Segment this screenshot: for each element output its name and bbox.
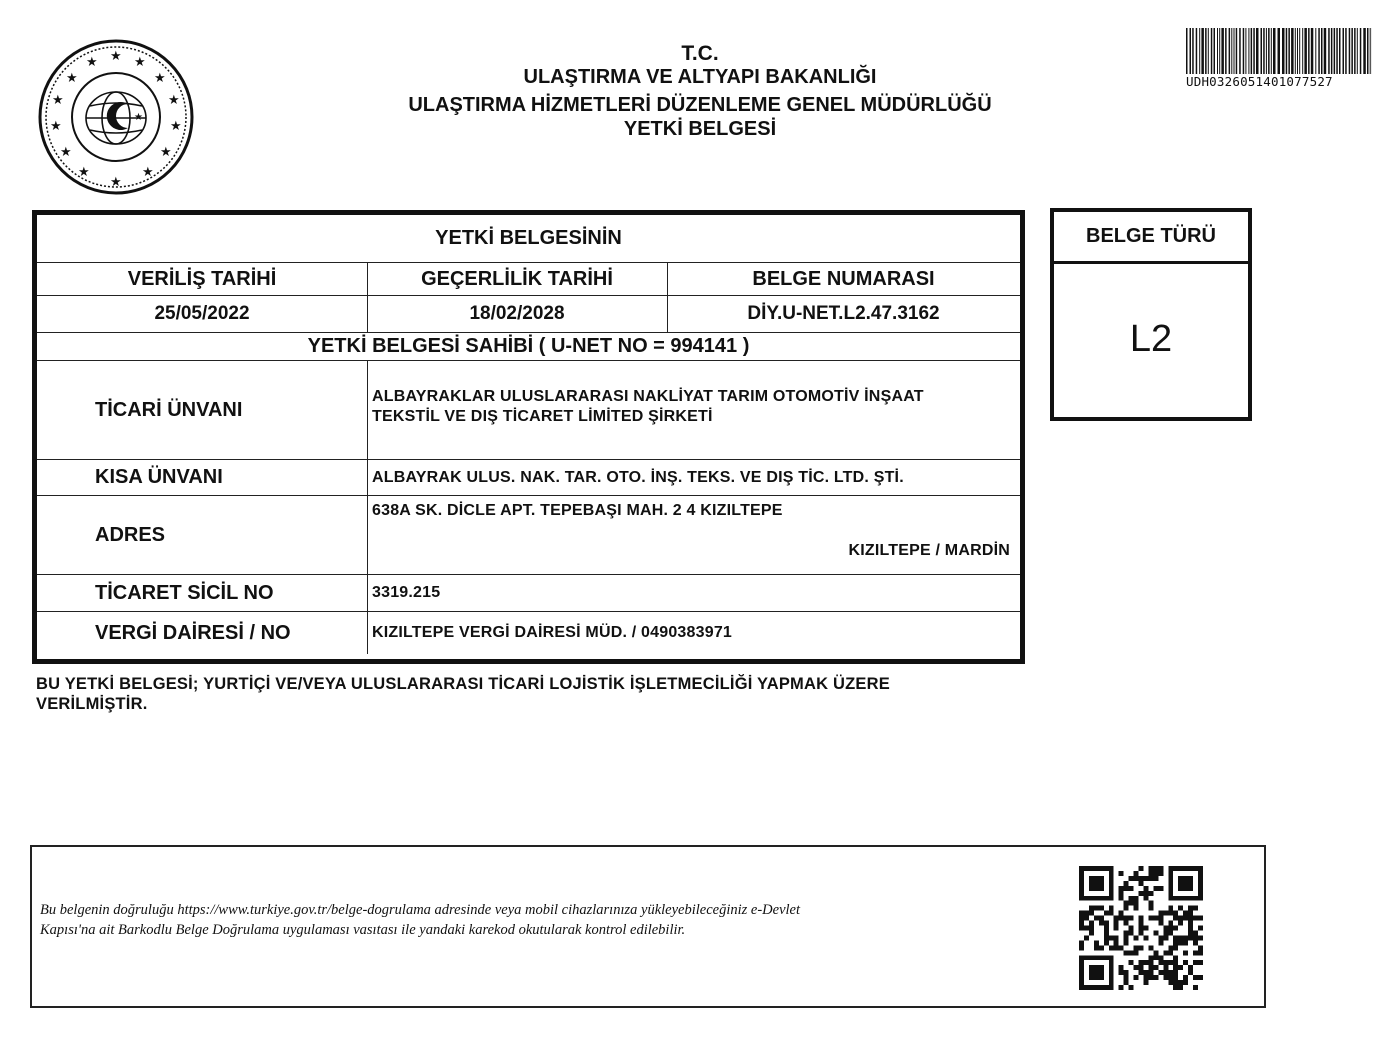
address-row [37, 496, 1020, 575]
tax-office-label: VERGİ DAİRESİ / NO [95, 621, 291, 644]
ministry-seal-icon [30, 38, 202, 196]
svg-text:★: ★ [142, 165, 154, 180]
svg-text:★: ★ [170, 119, 182, 134]
svg-text:★: ★ [78, 165, 90, 180]
address-line-2: KIZILTEPE / MARDİN [848, 542, 1010, 559]
trade-name-label: TİCARİ ÜNVANI [95, 398, 243, 421]
trade-name-row [37, 361, 1020, 460]
svg-text:★: ★ [52, 93, 64, 108]
trade-name-line-1: ALBAYRAKLAR ULUSLARARASI NAKLİYAT TARIM OTOMOTİV İNŞAAT [372, 388, 924, 405]
document-title: YETKİ BELGESİ [623, 118, 777, 140]
header-directorate: ULAŞTIRMA HİZMETLERİ DÜZENLEME GENEL MÜDÜRLÜĞÜ [408, 94, 992, 116]
svg-text:★: ★ [50, 119, 62, 134]
svg-text:★: ★ [168, 93, 180, 108]
statement-line-2: VERİLMİŞTİR. [36, 695, 148, 713]
divider [667, 263, 668, 333]
column-header-validity-date: GEÇERLİLİK TARİHİ [421, 267, 613, 290]
document-type-box [1050, 208, 1252, 421]
header-ministry: ULAŞTIRMA VE ALTYAPI BAKANLIĞI [523, 66, 877, 88]
svg-text:★: ★ [160, 145, 172, 160]
issue-date-value: 25/05/2022 [154, 303, 250, 324]
certificate-table [32, 210, 1025, 664]
svg-text:★: ★ [66, 71, 78, 86]
trade-name-value [367, 361, 1020, 459]
address-line-1: 638A SK. DİCLE APT. TEPEBAŞI MAH. 2 4 KIZILTEPE [372, 502, 783, 519]
divider [367, 263, 368, 333]
svg-text:★: ★ [154, 71, 166, 86]
trade-registry-row [37, 575, 1020, 612]
tax-office-value: KIZILTEPE VERGİ DAİRESİ MÜD. / 0490383971 [372, 624, 733, 641]
divider [367, 361, 368, 654]
statement-line-1: BU YETKİ BELGESİ; YURTİÇİ VE/VEYA ULUSLARARASI TİCARİ LOJİSTİK İŞLETMECİLİĞİ YAPMAK ÜZERE [36, 675, 890, 693]
trade-registry-label: TİCARET SİCİL NO [95, 581, 274, 604]
short-name-row [37, 460, 1020, 496]
barcode-number: UDH0326051401077527 [1186, 74, 1333, 89]
document-type-value: L2 [1129, 317, 1173, 360]
owner-title-row [37, 333, 1020, 361]
short-name-label: KISA ÜNVANI [95, 466, 223, 488]
column-header-document-number: BELGE NUMARASI [752, 267, 935, 290]
column-value-row [37, 296, 1020, 333]
tax-office-row [37, 612, 1020, 654]
validity-date-value: 18/02/2028 [469, 303, 565, 324]
address-label: ADRES [95, 523, 166, 546]
document-number-value: DİY.U-NET.L2.47.3162 [747, 303, 940, 324]
header-tc: T.C. [681, 42, 719, 65]
verification-text [40, 900, 1040, 940]
svg-text:★: ★ [110, 49, 122, 64]
svg-text:★: ★ [134, 55, 146, 70]
trade-name-line-2: TEKSTİL VE DIŞ TİCARET LİMİTED ŞİRKETİ [372, 408, 713, 425]
svg-text:★: ★ [134, 112, 143, 123]
verification-line-1: Bu belgenin doğruluğu https://www.turkiye.gov.tr/belge-dogrulama adresinde veya mobil cihazlarınıza yükleyebileceğiniz e-Devlet [40, 902, 801, 918]
verification-line-2: Kapısı'na ait Barkodlu Belge Doğrulama uygulaması vasıtası ile yandaki karekod okutularak kontrol edilebilir. [40, 922, 686, 938]
trade-registry-value: 3319.215 [372, 584, 441, 601]
svg-text:★: ★ [60, 145, 72, 160]
document-type-label: BELGE TÜRÜ [1054, 212, 1248, 264]
column-header-row [37, 263, 1020, 296]
section-title-row [37, 215, 1020, 263]
barcode-icon [1186, 28, 1372, 74]
column-header-issue-date: VERİLİŞ TARİHİ [127, 267, 277, 290]
section-title: YETKİ BELGESİNİN [435, 227, 622, 249]
qr-code-icon [1078, 866, 1204, 990]
owner-title: YETKİ BELGESİ SAHİBİ ( U-NET NO = 994141 ) [307, 335, 750, 357]
svg-text:★: ★ [110, 175, 122, 190]
short-name-value: ALBAYRAK ULUS. NAK. TAR. OTO. İNŞ. TEKS. VE DIŞ TİC. LTD. ŞTİ. [372, 468, 904, 486]
svg-text:★: ★ [86, 55, 98, 70]
authorization-statement [36, 674, 996, 714]
